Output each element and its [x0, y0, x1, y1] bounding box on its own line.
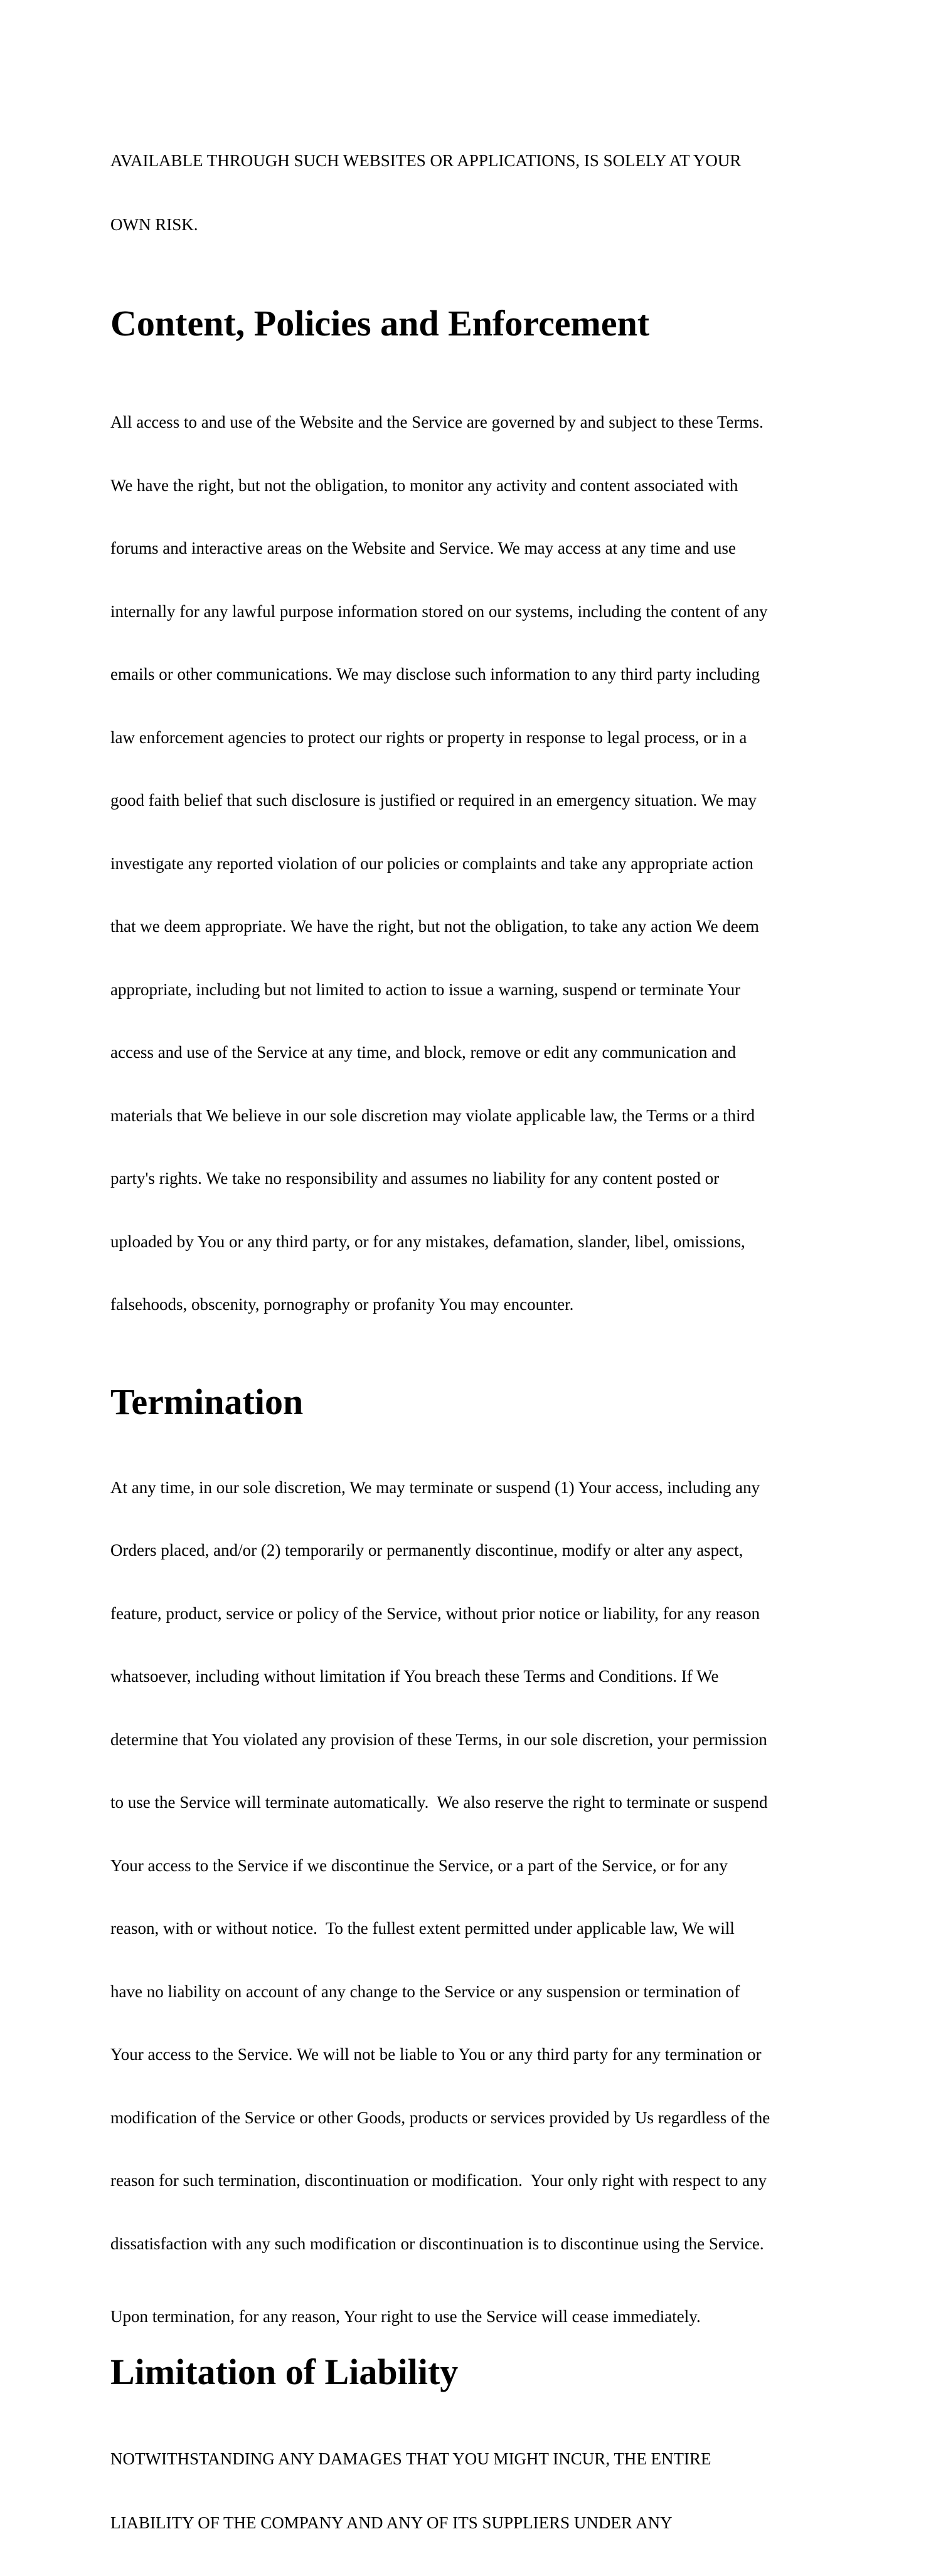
paragraph-line: All access to and use of the Website and the Service are governed by and subject to these Terms.	[110, 413, 763, 431]
paragraph-line: emails or other communications. We may disclose such information to any third party including	[110, 665, 760, 684]
paragraph-line: LIABILITY OF THE COMPANY AND ANY OF ITS SUPPLIERS UNDER ANY	[110, 2513, 673, 2532]
paragraph-line: forums and interactive areas on the Website and Service. We may access at any time and use	[110, 539, 737, 557]
paragraph-line: party's rights. We take no responsibility and assumes no liability for any content posted or	[110, 1169, 720, 1188]
paragraph-line: good faith belief that such disclosure is justified or required in an emergency situation. We may	[110, 791, 757, 810]
paragraph-line: materials that We believe in our sole discretion may violate applicable law, the Terms or a third	[110, 1106, 755, 1125]
paragraph-line: appropriate, including but not limited to action to issue a warning, suspend or terminate Your	[110, 979, 741, 999]
content-policies-heading: Content, Policies and Enforcement	[110, 303, 650, 344]
paragraph-line: whatsoever, including without limitation if You breach these Terms and Conditions. If We	[110, 1667, 719, 1686]
paragraph-line: We have the right, but not the obligation, to monitor any activity and content associated with	[110, 475, 738, 495]
paragraph-line: feature, product, service or policy of the Service, without prior notice or liability, for any reason	[110, 1603, 760, 1623]
paragraph-line: Orders placed, and/or (2) temporarily or permanently discontinue, modify or alter any aspect,	[110, 1541, 743, 1560]
paragraph-line: investigate any reported violation of our policies or complaints and take any appropriate action	[110, 853, 753, 873]
paragraph-line: reason for such termination, discontinuation or modification. Your only right with respect to any	[110, 2171, 767, 2190]
paragraph-line: law enforcement agencies to protect our rights or property in response to legal process, or in a	[110, 727, 747, 747]
paragraph-line: NOTWITHSTANDING ANY DAMAGES THAT YOU MIGHT INCUR, THE ENTIRE	[110, 2449, 711, 2468]
paragraph-line: dissatisfaction with any such modification or discontinuation is to discontinue using the Service.	[110, 2234, 764, 2253]
paragraph-line: uploaded by You or any third party, or for any mistakes, defamation, slander, libel, omissions,	[110, 1232, 745, 1251]
intro-line: OWN RISK.	[110, 215, 198, 234]
limitation-of-liability-heading: Limitation of Liability	[110, 2351, 459, 2392]
paragraph-line: access and use of the Service at any time, and block, remove or edit any communication and	[110, 1043, 737, 1062]
paragraph-line: falsehoods, obscenity, pornography or profanity You may encounter.	[110, 1295, 574, 1314]
paragraph-line: determine that You violated any provision of these Terms, in our sole discretion, your permission	[110, 1729, 767, 1749]
limitation-of-liability-paragraph	[110, 2405, 826, 2576]
termination-effect-paragraph: Upon termination, for any reason, Your right to use the Service will cease immediately.	[110, 2307, 701, 2326]
paragraph-line: have no liability on account of any change to the Service or any suspension or termination of	[110, 1982, 740, 2001]
paragraph-line: Your access to the Service if we discontinue the Service, or a part of the Service, or for any	[110, 1855, 728, 1875]
paragraph-line: to use the Service will terminate automatically. We also reserve the right to terminate or suspend	[110, 1793, 768, 1812]
paragraph-line: internally for any lawful purpose information stored on our systems, including the content of any	[110, 601, 768, 621]
termination-paragraph	[110, 1435, 826, 2297]
content-policies-paragraph	[110, 370, 826, 1358]
intro-paragraph	[110, 107, 826, 278]
paragraph-line: reason, with or without notice. To the fullest extent permitted under applicable law, We will	[110, 1919, 735, 1938]
paragraph-line: modification of the Service or other Goods, products or services provided by Us regardless of the	[110, 2108, 770, 2127]
intro-line: AVAILABLE THROUGH SUCH WEBSITES OR APPLICATIONS, IS SOLELY AT YOUR	[110, 151, 742, 170]
paragraph-line: that we deem appropriate. We have the right, but not the obligation, to take any action We deem	[110, 917, 759, 936]
termination-heading: Termination	[110, 1381, 304, 1422]
paragraph-line: Your access to the Service. We will not be liable to You or any third party for any termination or	[110, 2045, 762, 2064]
document-page	[110, 107, 826, 2576]
paragraph-line: At any time, in our sole discretion, We may terminate or suspend (1) Your access, including any	[110, 1477, 760, 1497]
